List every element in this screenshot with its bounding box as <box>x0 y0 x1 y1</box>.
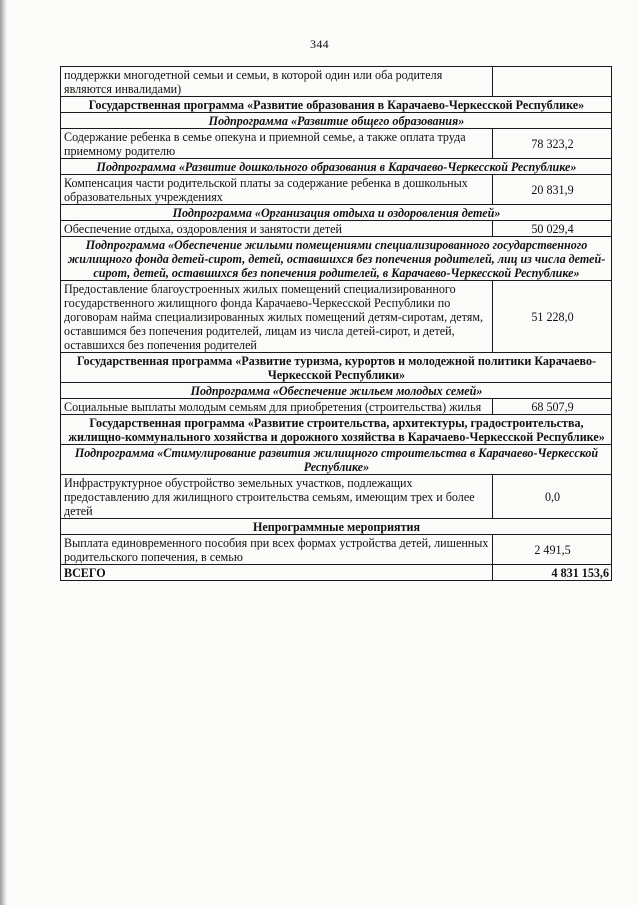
table-row <box>61 67 612 97</box>
table-row <box>61 475 612 519</box>
subprogram-header-row <box>61 445 612 475</box>
row-amount: 68 507,9 <box>493 399 612 415</box>
subprogram-title: Подпрограмма «Организация отдыха и оздоровления детей» <box>61 205 612 221</box>
subprogram-header-row <box>61 113 612 129</box>
row-description: Выплата единовременного пособия при всех формах устройства детей, лишенных родительского попечения, в семью <box>61 535 493 565</box>
program-title: Государственная программа «Развитие образования в Карачаево-Черкесской Республике» <box>61 97 612 113</box>
subprogram-title: Подпрограмма «Обеспечение жилыми помещениями специализированного государственного жилищного фонда детей-сирот, детей, оставшихся без попечения родителей, лиц из числа детей-сирот, детей, оставшихся без попечения родителей, в Карачаево-Черкесской Республике» <box>61 237 612 281</box>
program-title: Государственная программа «Развитие строительства, архитектуры, градостроительства, жилищно-коммунального хозяйства и дорожного хозяйства в Карачаево-Черкесской Республике» <box>61 415 612 445</box>
row-description: Обеспечение отдыха, оздоровления и занятости детей <box>61 221 493 237</box>
budget-table <box>60 66 612 581</box>
row-amount: 50 029,4 <box>493 221 612 237</box>
row-amount <box>493 67 612 97</box>
subprogram-title: Подпрограмма «Обеспечение жильем молодых семей» <box>61 383 612 399</box>
subprogram-header-row <box>61 205 612 221</box>
row-amount: 0,0 <box>493 475 612 519</box>
row-description: Содержание ребенка в семье опекуна и приемной семье, а также оплата труда приемному родителю <box>61 129 493 159</box>
subprogram-title: Подпрограмма «Развитие дошкольного образования в Карачаево-Черкесской Республике» <box>61 159 612 175</box>
section-title: Непрограммные мероприятия <box>61 519 612 535</box>
row-description: поддержки многодетной семьи и семьи, в которой один или оба родителя являются инвалидами) <box>61 67 493 97</box>
total-row <box>61 565 612 581</box>
table-row <box>61 535 612 565</box>
row-description: Социальные выплаты молодым семьям для приобретения (строительства) жилья <box>61 399 493 415</box>
subprogram-title: Подпрограмма «Развитие общего образования» <box>61 113 612 129</box>
row-description: Инфраструктурное обустройство земельных участков, подлежащих предоставлению для жилищного строительства семьям, имеющим трех и более детей <box>61 475 493 519</box>
program-header-row <box>61 97 612 113</box>
row-amount: 51 228,0 <box>493 281 612 353</box>
row-description: Предоставление благоустроенных жилых помещений специализированного государственного жилищного фонда Карачаево-Черкесской Республики по договорам найма специализированных жилых помещений детям-сиротам, детям, оставшимся без попечения родителей, лицам из числа детей-сирот, и детей, оставшихся без попечения родителей <box>61 281 493 353</box>
total-amount: 4 831 153,6 <box>493 565 612 581</box>
program-header-row <box>61 353 612 383</box>
program-header-row <box>61 415 612 445</box>
row-description: Компенсация части родительской платы за содержание ребенка в дошкольных образовательных учреждениях <box>61 175 493 205</box>
row-amount: 20 831,9 <box>493 175 612 205</box>
row-amount: 78 323,2 <box>493 129 612 159</box>
table-row <box>61 221 612 237</box>
program-title: Государственная программа «Развитие туризма, курортов и молодежной политики Карачаево-Черкесской Республики» <box>61 353 612 383</box>
page-number: 344 <box>310 37 329 51</box>
subprogram-header-row <box>61 383 612 399</box>
row-amount: 2 491,5 <box>493 535 612 565</box>
scan-left-edge-shadow <box>0 0 7 905</box>
table-row <box>61 399 612 415</box>
table-row <box>61 175 612 205</box>
subprogram-title: Подпрограмма «Стимулирование развития жилищного строительства в Карачаево-Черкесской Республике» <box>61 445 612 475</box>
total-label: ВСЕГО <box>61 565 493 581</box>
subprogram-header-row <box>61 159 612 175</box>
table-row <box>61 281 612 353</box>
subprogram-header-row <box>61 237 612 281</box>
section-header-row <box>61 519 612 535</box>
table-row <box>61 129 612 159</box>
